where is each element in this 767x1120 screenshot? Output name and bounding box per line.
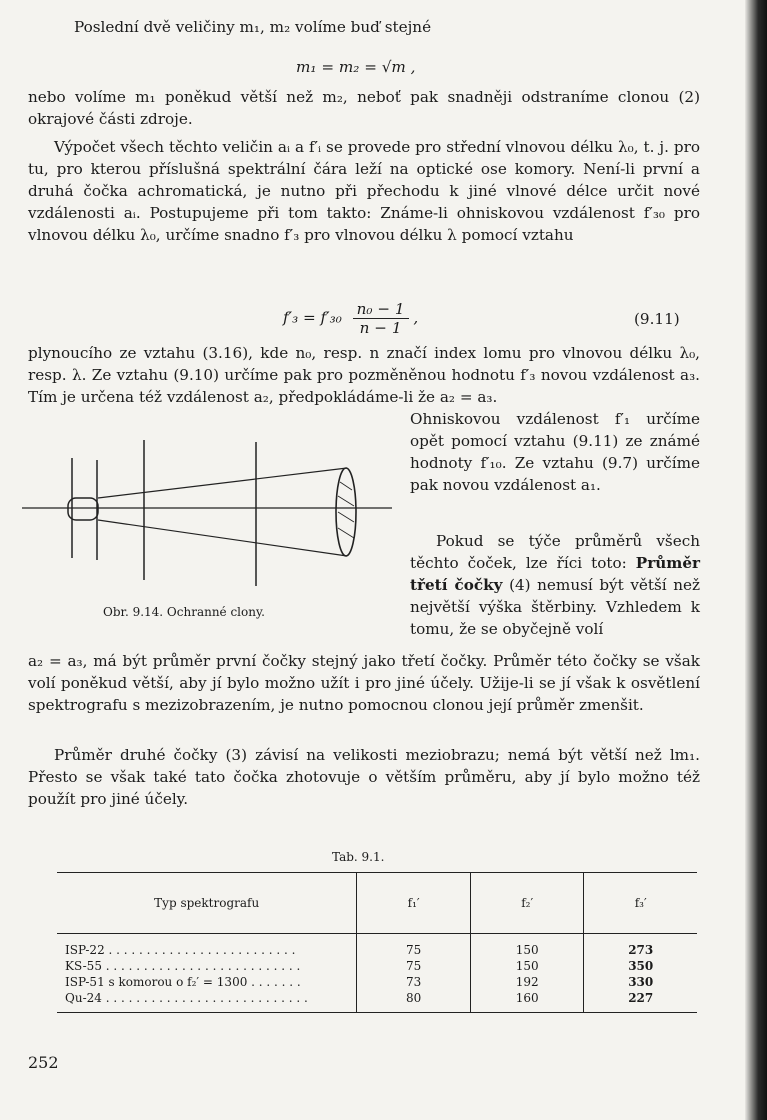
paragraph-text: nebo volíme m₁ poněkud větší než m₂, neboť pak snadněji odstraníme clonou (2) okrajové části zdroje. (28, 88, 700, 128)
cell-f1: 75 (357, 934, 471, 959)
paragraph-text: Poslední dvě veličiny m₁, m₂ volíme buď stejné (74, 18, 432, 36)
figure-caption: Obr. 9.14. Ochranné clony. (103, 605, 265, 619)
equation-9-11 (283, 300, 418, 337)
table-header-row (57, 873, 697, 934)
cell-f3: 273 (584, 934, 697, 959)
paragraph-text: Výpočet všech těchto veličin aᵢ a f′ᵢ se provede pro střední vlnovou délku λ₀, t. j. pro tu, pro kterou příslušná spektrální čára leží na optické ose komory. Není-li první a druhá čočka achromatická, je nutno při přechodu k jiné vlnové délce určit nové vzdálenosti aᵢ. Postupujeme při tom takto: Známe-li ohniskovou vzdálenost f′₃₀ pro vlnovou délku λ₀, určíme snadno f′₃ pro vlnovou délku λ pomocí vztahu (28, 138, 700, 244)
cell-f2: 150 (470, 958, 584, 974)
page-number: 252 (28, 1053, 59, 1072)
column-header-f3: f₃′ (584, 873, 697, 934)
cell-f2: 150 (470, 934, 584, 959)
equation-left: f′₃ = f′₃₀ (283, 308, 342, 327)
paragraph-first-lens (28, 650, 700, 716)
column-header-type: Typ spektrografu (57, 873, 357, 934)
paragraph-calculation (28, 136, 700, 246)
cell-type: Qu-24 . . . . . . . . . . . . . . . . . . . . . . . . . . . (57, 990, 357, 1013)
cell-type: ISP-51 s komorou o f₂′ = 1300 . . . . . . . (65, 975, 301, 989)
paragraph-focal-first (410, 408, 700, 496)
cell-f1: 80 (357, 990, 471, 1013)
cell-type: ISP-22 . . . . . . . . . . . . . . . . . . . . . . . . . (65, 943, 296, 957)
book-spine-shadow (745, 0, 767, 1120)
table-title: Tab. 9.1. (332, 850, 385, 864)
cell-f1: 75 (357, 958, 471, 974)
fraction-numerator: n₀ − 1 (353, 300, 409, 319)
ray-line-upper (98, 468, 347, 498)
cell-f3: 330 (584, 974, 697, 990)
fraction-denominator: n − 1 (359, 319, 402, 337)
equation-comma: , (413, 308, 419, 327)
protective-apertures-figure (22, 440, 402, 610)
column-header-f1: f₁′ (357, 873, 471, 934)
paragraph-second-lens (28, 744, 700, 810)
cell-f3: 350 (584, 958, 697, 974)
ray-line-lower (98, 520, 347, 556)
paragraph-derivation (28, 342, 700, 408)
paragraph-text: Pokud se týče průměrů všech těchto čoček, lze říci toto: Průměr třetí čočky (4) nemusí být větší než největší výška štěrbiny. Vzhledem k tomu, že se obyčejně volí (410, 532, 700, 638)
cell-f2: 160 (470, 990, 584, 1013)
paragraph-intro (48, 16, 688, 38)
paragraph-text: Ohniskovou vzdálenost f′₁ určíme opět pomocí vztahu (9.11) ze známé hodnoty f′₁₀. Ze vztahu (9.7) určíme pak novou vzdálenost a₁. (410, 410, 700, 494)
table-row (57, 990, 697, 1013)
table-row (57, 958, 697, 974)
equation-number: (9.11) (634, 310, 680, 328)
cell-f1: 73 (357, 974, 471, 990)
table-row (57, 974, 697, 990)
paragraph-diameters (410, 530, 700, 640)
paragraph-text: plynoucího ze vztahu (3.16), kde n₀, resp. n značí index lomu pro vlnovou délku λ₀, resp. λ. Ze vztahu (9.10) určíme pak pro pozměněnou hodnotu f′₃ novou vzdálenost a₃. Tím je určena též vzdálenost a₂, předpokládáme-li že a₂ = a₃. (28, 344, 700, 406)
third-lens-shape (336, 468, 356, 556)
cell-type: KS-55 . . . . . . . . . . . . . . . . . . . . . . . . . . (65, 959, 301, 973)
paragraph-text: a₂ = a₃, má být průměr první čočky stejný jako třetí čočky. Průměr této čočky se však volí poněkud větší, aby jí bylo možno užít i pro jiné účely. Užije-li se jí však k osvětlení spektrografu s mezizobrazením, je nutno pomocnou clonou její průměr zmenšit. (28, 652, 700, 714)
equation-fraction (353, 300, 409, 337)
table-row (57, 934, 697, 959)
spectrograph-table (57, 872, 697, 1013)
paragraph-text: Průměr druhé čočky (3) závisí na velikosti meziobrazu; nemá být větší než lm₁. Přesto se však také tato čočka zhotovuje o větším průměru, aby jí bylo možno též použít pro jiné účely. (28, 746, 700, 808)
cell-f3: 227 (584, 990, 697, 1013)
equation-m1-m2: m₁ = m₂ = √m , (296, 58, 416, 76)
column-header-f2: f₂′ (470, 873, 584, 934)
paragraph-choice (28, 86, 700, 130)
cell-f2: 192 (470, 974, 584, 990)
